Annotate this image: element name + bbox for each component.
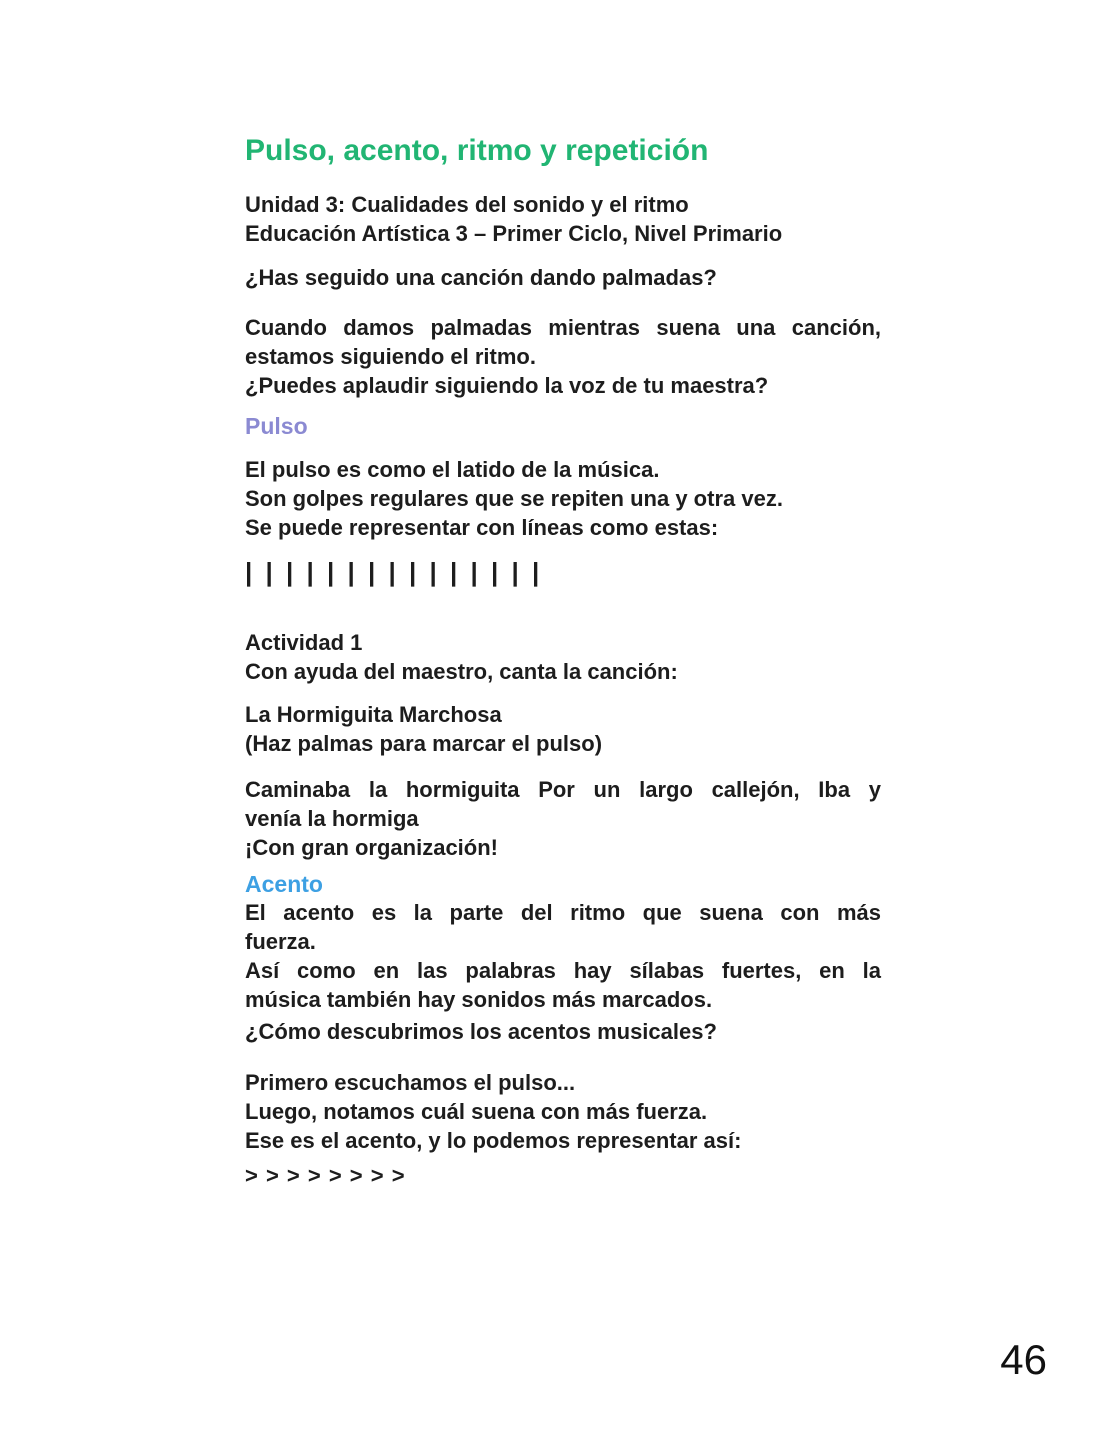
page-number: 46 — [1000, 1336, 1047, 1383]
paragraph-line: ¿Puedes aplaudir siguiendo la voz de tu maestra? — [245, 373, 769, 398]
paragraph-line: Ese es el acento, y lo podemos representar así: — [245, 1128, 742, 1153]
course-line: Educación Artística 3 – Primer Ciclo, Nivel Primario — [245, 221, 783, 246]
song-lyrics — [245, 775, 881, 862]
question-text: ¿Cómo descubrimos los acentos musicales? — [245, 1019, 717, 1044]
pulso-heading: Pulso — [245, 413, 308, 439]
paragraph-line: estamos siguiendo el ritmo. — [245, 344, 536, 369]
paragraph-line: El acento es la parte del ritmo que suena con más — [245, 900, 881, 925]
page-title: Pulso, acento, ritmo y repetición — [245, 134, 709, 167]
lyrics-line: ¡Con gran organización! — [245, 835, 498, 860]
paragraph-line: El pulso es como el latido de la música. — [245, 457, 660, 482]
paragraph-line: fuerza. — [245, 929, 316, 954]
activity-instruction: Con ayuda del maestro, canta la canción: — [245, 659, 678, 684]
paragraph-line: Se puede representar con líneas como estas: — [245, 515, 719, 540]
intro-paragraph — [245, 313, 881, 400]
unit-info — [245, 190, 881, 248]
paragraph-line: Así como en las palabras hay sílabas fuertes, en la — [245, 958, 881, 983]
song-note: (Haz palmas para marcar el pulso) — [245, 731, 603, 756]
paragraph-line: música también hay sonidos más marcados. — [245, 987, 713, 1012]
lyrics-line: Caminaba la hormiguita Por un largo callejón, Iba y — [245, 777, 881, 802]
acento-question — [245, 1017, 881, 1046]
question-text: ¿Has seguido una canción dando palmadas? — [245, 265, 717, 290]
pulse-marks: | | | | | | | | | | | | | | | — [245, 557, 543, 587]
lyrics-line: venía la hormiga — [245, 806, 419, 831]
paragraph-line: Luego, notamos cuál suena con más fuerza. — [245, 1099, 708, 1124]
paragraph-line: Son golpes regulares que se repiten una y otra vez. — [245, 486, 783, 511]
pulso-paragraph — [245, 455, 881, 542]
paragraph-line: Primero escuchamos el pulso... — [245, 1070, 576, 1095]
page-content — [245, 132, 881, 1191]
accent-marks: > > > > > > > > — [245, 1163, 406, 1188]
intro-question — [245, 263, 881, 292]
paragraph-line: Cuando damos palmadas mientras suena una canción, — [245, 315, 881, 340]
activity-block — [245, 628, 881, 686]
acento-steps — [245, 1068, 881, 1155]
activity-title: Actividad 1 — [245, 630, 363, 655]
unit-line: Unidad 3: Cualidades del sonido y el ritmo — [245, 192, 689, 217]
acento-heading: Acento — [245, 871, 323, 897]
acento-paragraph — [245, 898, 881, 1014]
song-title-block — [245, 700, 881, 758]
song-title: La Hormiguita Marchosa — [245, 702, 502, 727]
